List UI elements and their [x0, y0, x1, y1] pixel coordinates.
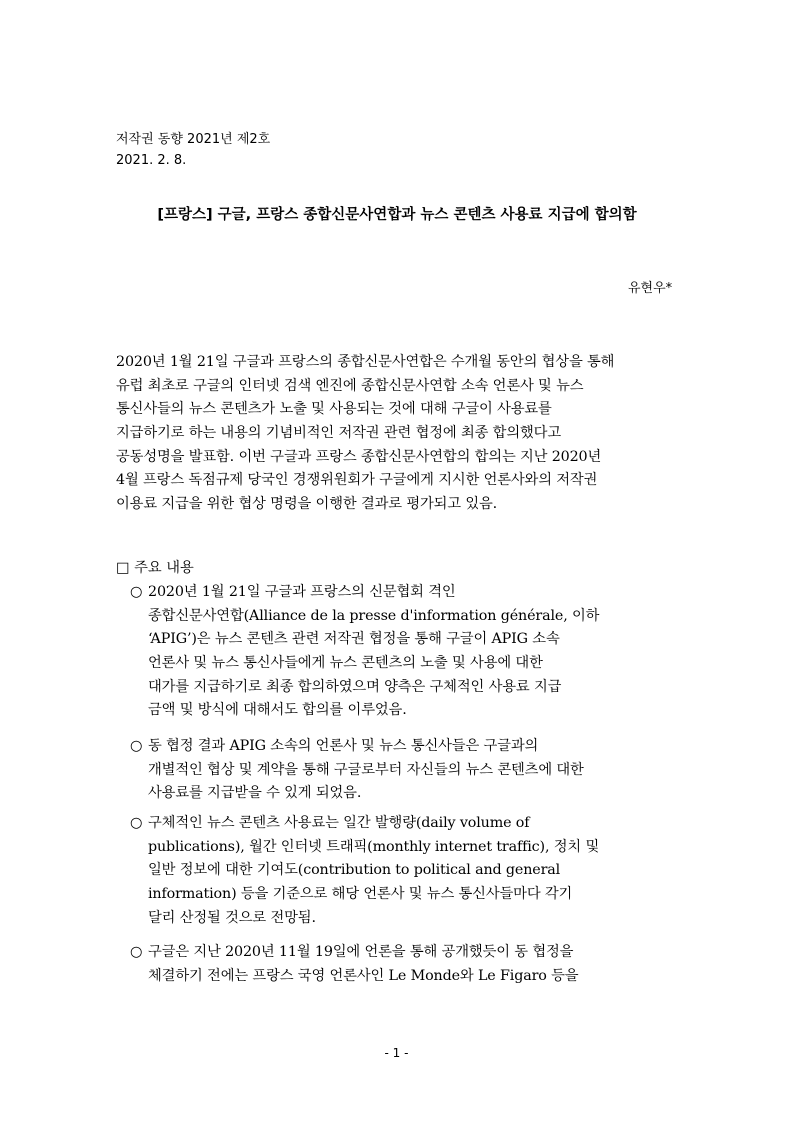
bullet-marker: ○ — [130, 815, 143, 831]
bullet-marker: ○ — [130, 584, 143, 600]
bullet-line: 대가를 지급하기로 최종 합의하였으며 양측은 구체적인 사용료 지급 — [148, 678, 562, 695]
intro-line: 유럽 최초로 구글의 인터넷 검색 엔진에 종합신문사연합 소속 언론사 및 뉴스 — [116, 377, 584, 394]
bullet-line: 일반 정보에 대한 기여도(contribution to political and general — [148, 862, 561, 879]
section-heading — [116, 557, 194, 581]
intro-line: 통신사들의 뉴스 콘텐츠가 노출 및 사용되는 것에 대해 구글이 사용료를 — [116, 401, 552, 418]
publication-date: 2021. 2. 8. — [116, 153, 187, 168]
bullet-item — [148, 581, 599, 723]
bullet-item — [148, 941, 578, 988]
intro-line: 이용료 지급을 위한 협상 명령을 이행한 결과로 평가되고 있음. — [116, 496, 498, 513]
intro-line: 지급하기로 하는 내용의 기념비적인 저작권 관련 협정에 최종 합의했다고 — [116, 425, 561, 442]
bullet-line: publications), 월간 인터넷 트래픽(monthly internet traffic), 정치 및 — [148, 838, 600, 855]
intro-line: 4월 프랑스 독점규제 당국인 경쟁위원회가 구글에게 지시한 언론사와의 저작권 — [116, 472, 598, 489]
bullet-line: 금액 및 방식에 대해서도 합의를 이루었음. — [148, 702, 407, 719]
bullet-line: 종합신문사연합(Alliance de la presse d'information générale, 이하 — [148, 607, 600, 624]
author-name: 유현우* — [628, 281, 673, 296]
bullet-line: 구글은 지난 2020년 11월 19일에 언론을 통해 공개했듯이 동 협정을 — [148, 944, 574, 960]
bullet-line: 언론사 및 뉴스 통신사들에게 뉴스 콘텐츠의 노출 및 사용에 대한 — [148, 655, 543, 672]
bullet-item — [148, 812, 599, 930]
bullet-item — [148, 735, 584, 806]
bullet-line: 사용료를 지급받을 수 있게 되었음. — [148, 785, 362, 802]
bullet-line: 동 협정 결과 APIG 소속의 언론사 및 뉴스 통신사들은 구글과의 — [148, 738, 539, 754]
bullet-line: 개별적인 협상 및 계약을 통해 구글로부터 자신들의 뉴스 콘텐츠에 대한 — [148, 761, 584, 778]
bullet-line: 체결하기 전에는 프랑스 국영 언론사인 Le Monde와 Le Figaro 등을 — [148, 967, 579, 984]
bullet-line: 2020년 1월 21일 구글과 프랑스의 신문협회 격인 — [148, 584, 456, 600]
intro-line: 공동성명을 발표함. 이번 구글과 프랑스 종합신문사연합의 합의는 지난 2020년 — [116, 448, 602, 465]
publication-label: 저작권 동향 2021년 제2호 — [116, 132, 271, 147]
section-heading-text: 주요 내용 — [134, 560, 194, 576]
intro-paragraph — [116, 351, 614, 517]
bullet-marker: ○ — [130, 944, 143, 960]
page-title: [프랑스] 구글, 프랑스 종합신문사연합과 뉴스 콘텐츠 사용료 지급에 합의함 — [157, 207, 637, 223]
bullet-line: ‘APIG’)은 뉴스 콘텐츠 관련 저작권 협정을 통해 구글이 APIG 소속 — [148, 631, 560, 648]
bullet-line: information) 등을 기준으로 해당 언론사 및 뉴스 통신사들마다 각기 — [148, 886, 573, 903]
section-marker: □ — [116, 560, 130, 576]
intro-line: 2020년 1월 21일 구글과 프랑스의 종합신문사연합은 수개월 동안의 협상을 통해 — [116, 354, 615, 370]
bullet-marker: ○ — [130, 738, 143, 754]
page-number: - 1 - — [384, 1046, 409, 1060]
bullet-line: 구체적인 뉴스 콘텐츠 사용료는 일간 발행량(daily volume of — [148, 815, 530, 831]
bullet-line: 달리 산정될 것으로 전망됨. — [148, 909, 316, 926]
